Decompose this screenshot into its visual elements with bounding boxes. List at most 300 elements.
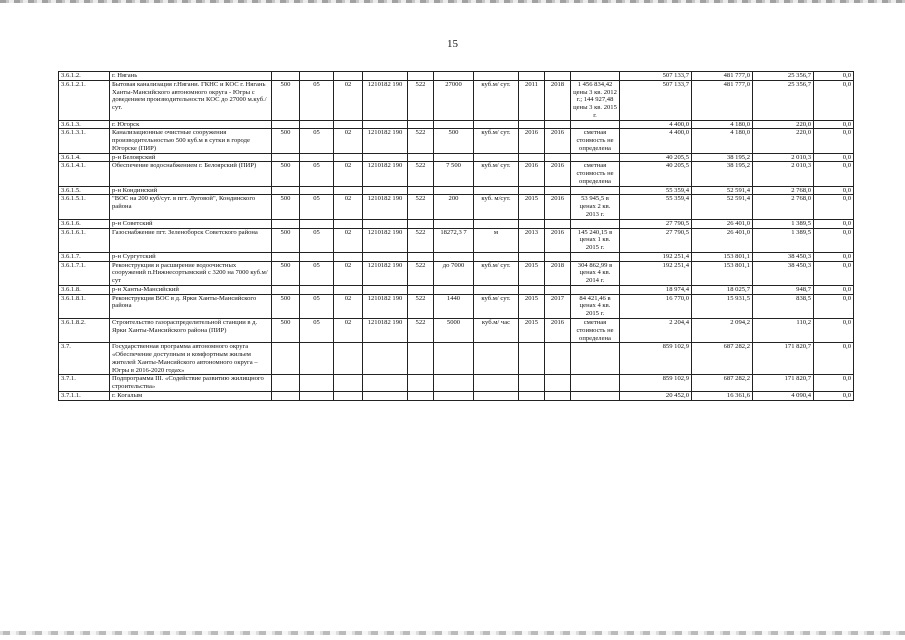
col-total: 20 452,0 [620, 391, 692, 400]
col-estimate: 145 240,15 в ценах 1 кв. 2015 г. [571, 228, 620, 252]
col-district: 687 282,2 [692, 375, 753, 392]
col-podrazdel: 02 [334, 162, 363, 186]
col-estimate: сметная стоимость не определена [571, 129, 620, 153]
col-total: 4 400,0 [620, 120, 692, 129]
col-min [272, 120, 300, 129]
row-code: 3.6.1.8.1. [59, 294, 110, 318]
col-other: 0,0 [814, 261, 854, 285]
col-district: 4 180,0 [692, 120, 753, 129]
table-row [59, 80, 854, 120]
col-podrazdel [334, 219, 363, 228]
col-capacity [434, 72, 474, 81]
col-total: 40 205,5 [620, 153, 692, 162]
row-code: 3.6.1.5. [59, 186, 110, 195]
col-csr [363, 285, 408, 294]
col-total: 192 251,4 [620, 252, 692, 261]
col-razdel [300, 252, 334, 261]
col-municipal: 948,7 [753, 285, 814, 294]
row-name: р-н Советский [110, 219, 272, 228]
col-podrazdel: 02 [334, 261, 363, 285]
col-podrazdel [334, 153, 363, 162]
col-district: 4 180,0 [692, 129, 753, 153]
table-row [59, 294, 854, 318]
col-other: 0,0 [814, 391, 854, 400]
col-end-year: 2016 [545, 318, 571, 342]
col-capacity [434, 120, 474, 129]
row-code: 3.6.1.8. [59, 285, 110, 294]
col-razdel [300, 343, 334, 375]
col-vr [408, 285, 434, 294]
col-total: 507 133,7 [620, 72, 692, 81]
row-name: Подпрограмма III. «Содействие развитию жилищного строительства» [110, 375, 272, 392]
col-capacity [434, 343, 474, 375]
col-district: 52 591,4 [692, 195, 753, 219]
col-razdel: 05 [300, 195, 334, 219]
scan-edge-top [0, 0, 905, 3]
col-estimate [571, 153, 620, 162]
row-name: Реконструкция ВОС в д. Ярки Ханты-Мансийского района [110, 294, 272, 318]
col-estimate [571, 375, 620, 392]
col-vr: 522 [408, 318, 434, 342]
col-start-year [519, 252, 545, 261]
row-code: 3.6.1.2.1. [59, 80, 110, 120]
row-name: Обеспечение водоснабжением г. Белоярский (ПИР) [110, 162, 272, 186]
col-start-year [519, 72, 545, 81]
col-unit [474, 153, 519, 162]
col-end-year [545, 375, 571, 392]
col-district: 16 361,6 [692, 391, 753, 400]
col-other: 0,0 [814, 162, 854, 186]
col-start-year: 2015 [519, 318, 545, 342]
col-total: 18 974,4 [620, 285, 692, 294]
table-row [59, 261, 854, 285]
col-district: 481 777,0 [692, 72, 753, 81]
col-csr: 1210182 190 [363, 261, 408, 285]
col-podrazdel [334, 343, 363, 375]
col-csr [363, 72, 408, 81]
col-other: 0,0 [814, 318, 854, 342]
col-district: 481 777,0 [692, 80, 753, 120]
page-number: 15 [447, 38, 458, 50]
col-unit: куб.м/ сут. [474, 80, 519, 120]
col-capacity: 500 [434, 129, 474, 153]
col-min [272, 186, 300, 195]
row-name: Канализационные очистные сооружения производительностью 500 куб.м в сутки в городе Югорске (ПИР) [110, 129, 272, 153]
col-capacity: 27000 [434, 80, 474, 120]
col-unit: куб.м/ сут. [474, 129, 519, 153]
col-podrazdel [334, 375, 363, 392]
col-podrazdel: 02 [334, 195, 363, 219]
col-vr: 522 [408, 129, 434, 153]
col-unit: куб.м/ сут. [474, 261, 519, 285]
row-code: 3.7. [59, 343, 110, 375]
col-estimate [571, 120, 620, 129]
col-podrazdel [334, 72, 363, 81]
col-csr [363, 391, 408, 400]
col-other: 0,0 [814, 228, 854, 252]
col-csr [363, 375, 408, 392]
col-podrazdel: 02 [334, 294, 363, 318]
col-municipal: 25 356,7 [753, 72, 814, 81]
row-name: Газоснабжение пгт. Зеленоборск Советского района [110, 228, 272, 252]
col-vr: 522 [408, 261, 434, 285]
col-other: 0,0 [814, 186, 854, 195]
col-start-year: 2015 [519, 195, 545, 219]
col-municipal: 171 820,7 [753, 375, 814, 392]
col-total: 859 102,9 [620, 343, 692, 375]
col-other: 0,0 [814, 285, 854, 294]
col-min [272, 153, 300, 162]
col-vr [408, 120, 434, 129]
col-podrazdel [334, 252, 363, 261]
col-municipal: 38 450,3 [753, 252, 814, 261]
col-start-year: 2016 [519, 162, 545, 186]
col-municipal: 25 356,7 [753, 80, 814, 120]
col-capacity [434, 252, 474, 261]
col-unit: м [474, 228, 519, 252]
col-podrazdel: 02 [334, 228, 363, 252]
col-municipal: 838,5 [753, 294, 814, 318]
col-vr [408, 375, 434, 392]
row-name: г. Югорск [110, 120, 272, 129]
col-min: 500 [272, 129, 300, 153]
col-podrazdel [334, 391, 363, 400]
col-start-year [519, 186, 545, 195]
col-start-year [519, 285, 545, 294]
col-start-year: 2015 [519, 261, 545, 285]
col-end-year: 2016 [545, 129, 571, 153]
row-name: Строительство газораспределительной станции в д. Ярки Ханты-Мансийского района (ПИР) [110, 318, 272, 342]
col-vr [408, 343, 434, 375]
col-district: 15 931,5 [692, 294, 753, 318]
col-csr [363, 219, 408, 228]
row-name: р-н Белоярский [110, 153, 272, 162]
row-name: Реконструкция и расширение водоочистных сооружений п.Нижнесортымский с 3200 на 7000 куб.м/сут [110, 261, 272, 285]
col-min: 500 [272, 261, 300, 285]
col-unit [474, 391, 519, 400]
col-end-year: 2017 [545, 294, 571, 318]
col-min [272, 391, 300, 400]
col-municipal: 4 090,4 [753, 391, 814, 400]
row-code: 3.6.1.6. [59, 219, 110, 228]
col-estimate: 1 456 834,42 цены 3 кв. 2012 г.; 144 927,48 цены 3 кв. 2015 г. [571, 80, 620, 120]
col-end-year: 2016 [545, 228, 571, 252]
col-estimate [571, 391, 620, 400]
col-unit: куб. м/сут. [474, 195, 519, 219]
col-municipal: 220,0 [753, 129, 814, 153]
table-row [59, 186, 854, 195]
col-municipal: 1 389,5 [753, 228, 814, 252]
col-unit [474, 120, 519, 129]
col-capacity [434, 375, 474, 392]
col-csr: 1210182 190 [363, 228, 408, 252]
row-code: 3.6.1.3. [59, 120, 110, 129]
col-csr: 1210182 190 [363, 162, 408, 186]
col-other: 0,0 [814, 343, 854, 375]
col-total: 2 204,4 [620, 318, 692, 342]
col-other: 0,0 [814, 120, 854, 129]
col-end-year [545, 343, 571, 375]
col-end-year: 2018 [545, 261, 571, 285]
row-code: 3.6.1.6.1. [59, 228, 110, 252]
col-district: 26 401,0 [692, 219, 753, 228]
row-name: Бытовая канализация г.Нягани. ГКНС и КОС г. Нягань Ханты-Мансийского автономного округа - Югры с доведением производительности КОС до 27000 м.куб./сут. [110, 80, 272, 120]
row-code: 3.6.1.4. [59, 153, 110, 162]
col-min: 500 [272, 80, 300, 120]
col-other: 0,0 [814, 219, 854, 228]
col-unit [474, 186, 519, 195]
row-name: Государственная программа автономного округа «Обеспечение доступным и комфортным жильем жителей Ханты-Мансийского автономного округа – Югры в 2016-2020 годах» [110, 343, 272, 375]
row-code: 3.6.1.2. [59, 72, 110, 81]
col-min [272, 252, 300, 261]
col-min: 500 [272, 294, 300, 318]
col-razdel [300, 186, 334, 195]
col-podrazdel [334, 285, 363, 294]
table-row [59, 375, 854, 392]
col-razdel: 05 [300, 80, 334, 120]
col-capacity [434, 285, 474, 294]
row-code: 3.6.1.7.1. [59, 261, 110, 285]
col-csr [363, 120, 408, 129]
table-row [59, 153, 854, 162]
col-district: 153 801,1 [692, 261, 753, 285]
col-vr: 522 [408, 228, 434, 252]
col-end-year: 2016 [545, 162, 571, 186]
table-row [59, 318, 854, 342]
col-razdel: 05 [300, 129, 334, 153]
col-total: 55 359,4 [620, 186, 692, 195]
col-csr [363, 343, 408, 375]
row-name: г. Когалым [110, 391, 272, 400]
col-vr [408, 72, 434, 81]
col-vr [408, 153, 434, 162]
col-vr: 522 [408, 162, 434, 186]
row-name: р-н Сургутский [110, 252, 272, 261]
col-estimate: 53 945,5 в ценах 2 кв. 2013 г. [571, 195, 620, 219]
col-vr [408, 391, 434, 400]
col-capacity: 200 [434, 195, 474, 219]
col-capacity: 5000 [434, 318, 474, 342]
col-other: 0,0 [814, 195, 854, 219]
col-min [272, 72, 300, 81]
table-row [59, 219, 854, 228]
col-razdel [300, 153, 334, 162]
col-district: 38 195,2 [692, 162, 753, 186]
col-podrazdel [334, 120, 363, 129]
col-unit [474, 343, 519, 375]
row-code: 3.7.1.1. [59, 391, 110, 400]
table-row [59, 285, 854, 294]
col-capacity [434, 153, 474, 162]
col-estimate [571, 285, 620, 294]
col-min [272, 343, 300, 375]
col-razdel [300, 219, 334, 228]
col-podrazdel: 02 [334, 80, 363, 120]
col-razdel: 05 [300, 228, 334, 252]
col-csr: 1210182 190 [363, 294, 408, 318]
row-code: 3.6.1.3.1. [59, 129, 110, 153]
col-unit: куб.м/ час [474, 318, 519, 342]
table-body [59, 72, 854, 401]
budget-table [58, 71, 854, 401]
table-row [59, 195, 854, 219]
row-name: "ВОС на 200 куб/сут. в пгт. Луговой", Кондинского района [110, 195, 272, 219]
col-district: 26 401,0 [692, 228, 753, 252]
col-capacity [434, 186, 474, 195]
col-district: 2 094,2 [692, 318, 753, 342]
col-start-year: 2015 [519, 294, 545, 318]
col-capacity [434, 219, 474, 228]
col-csr: 1210182 190 [363, 318, 408, 342]
col-start-year: 2013 [519, 228, 545, 252]
col-total: 507 133,7 [620, 80, 692, 120]
col-other: 0,0 [814, 252, 854, 261]
col-other: 0,0 [814, 294, 854, 318]
col-end-year [545, 153, 571, 162]
row-name: г. Нягань [110, 72, 272, 81]
col-other: 0,0 [814, 153, 854, 162]
row-code: 3.6.1.7. [59, 252, 110, 261]
col-razdel [300, 375, 334, 392]
col-podrazdel: 02 [334, 129, 363, 153]
col-vr: 522 [408, 294, 434, 318]
col-unit [474, 72, 519, 81]
col-min: 500 [272, 228, 300, 252]
col-vr: 522 [408, 195, 434, 219]
col-end-year [545, 285, 571, 294]
col-start-year [519, 153, 545, 162]
col-unit: куб.м/ сут. [474, 162, 519, 186]
col-end-year [545, 120, 571, 129]
col-capacity: до 7000 [434, 261, 474, 285]
col-capacity [434, 391, 474, 400]
col-estimate [571, 219, 620, 228]
col-estimate [571, 186, 620, 195]
col-razdel: 05 [300, 162, 334, 186]
col-start-year: 2011 [519, 80, 545, 120]
col-min: 500 [272, 195, 300, 219]
col-district: 687 282,2 [692, 343, 753, 375]
col-municipal: 2 010,3 [753, 153, 814, 162]
col-min: 500 [272, 162, 300, 186]
col-min [272, 219, 300, 228]
col-unit [474, 285, 519, 294]
row-code: 3.6.1.4.1. [59, 162, 110, 186]
col-end-year: 2018 [545, 80, 571, 120]
col-municipal: 220,0 [753, 120, 814, 129]
col-municipal: 2 010,3 [753, 162, 814, 186]
col-estimate [571, 343, 620, 375]
col-total: 27 790,5 [620, 219, 692, 228]
col-estimate: 84 421,46 в ценах 4 кв. 2015 г. [571, 294, 620, 318]
col-csr [363, 153, 408, 162]
col-razdel: 05 [300, 294, 334, 318]
table-row [59, 120, 854, 129]
col-csr [363, 186, 408, 195]
col-total: 192 251,4 [620, 261, 692, 285]
col-other: 0,0 [814, 72, 854, 81]
table-row [59, 228, 854, 252]
col-razdel [300, 120, 334, 129]
col-municipal: 2 768,0 [753, 195, 814, 219]
col-razdel: 05 [300, 261, 334, 285]
col-estimate: 304 862,99 в ценах 4 кв. 2014 г. [571, 261, 620, 285]
col-start-year [519, 375, 545, 392]
col-total: 55 359,4 [620, 195, 692, 219]
row-code: 3.6.1.8.2. [59, 318, 110, 342]
col-total: 40 205,5 [620, 162, 692, 186]
col-razdel [300, 285, 334, 294]
table-row [59, 162, 854, 186]
table-row [59, 252, 854, 261]
col-capacity: 18272,3 7 [434, 228, 474, 252]
col-csr: 1210182 190 [363, 80, 408, 120]
col-capacity: 1440 [434, 294, 474, 318]
col-municipal: 171 820,7 [753, 343, 814, 375]
col-min [272, 285, 300, 294]
col-vr [408, 219, 434, 228]
col-district: 18 025,7 [692, 285, 753, 294]
col-total: 4 400,0 [620, 129, 692, 153]
col-unit [474, 219, 519, 228]
col-podrazdel [334, 186, 363, 195]
col-end-year [545, 391, 571, 400]
row-code: 3.6.1.5.1. [59, 195, 110, 219]
col-end-year: 2016 [545, 195, 571, 219]
table-row [59, 129, 854, 153]
row-name: р-н Кондинский [110, 186, 272, 195]
col-razdel [300, 391, 334, 400]
col-estimate [571, 252, 620, 261]
col-district: 52 591,4 [692, 186, 753, 195]
col-start-year [519, 343, 545, 375]
col-end-year [545, 72, 571, 81]
col-unit [474, 252, 519, 261]
col-end-year [545, 219, 571, 228]
col-district: 38 195,2 [692, 153, 753, 162]
col-municipal: 2 768,0 [753, 186, 814, 195]
col-start-year [519, 120, 545, 129]
table-row [59, 343, 854, 375]
col-start-year [519, 219, 545, 228]
col-total: 859 102,9 [620, 375, 692, 392]
col-razdel: 05 [300, 318, 334, 342]
col-min [272, 375, 300, 392]
col-municipal: 1 389,5 [753, 219, 814, 228]
col-district: 153 801,1 [692, 252, 753, 261]
col-end-year [545, 186, 571, 195]
col-estimate: сметная стоимость не определена [571, 318, 620, 342]
col-total: 27 790,5 [620, 228, 692, 252]
col-unit [474, 375, 519, 392]
col-estimate [571, 72, 620, 81]
col-unit: куб.м/ сут. [474, 294, 519, 318]
col-csr [363, 252, 408, 261]
col-capacity: 7 500 [434, 162, 474, 186]
col-min: 500 [272, 318, 300, 342]
table-row [59, 391, 854, 400]
col-other: 0,0 [814, 80, 854, 120]
col-end-year [545, 252, 571, 261]
col-csr: 1210182 190 [363, 129, 408, 153]
col-total: 16 770,0 [620, 294, 692, 318]
col-razdel [300, 72, 334, 81]
row-name: р-н Ханты-Мансийский [110, 285, 272, 294]
col-municipal: 110,2 [753, 318, 814, 342]
table-row [59, 72, 854, 81]
col-other: 0,0 [814, 129, 854, 153]
col-vr [408, 252, 434, 261]
